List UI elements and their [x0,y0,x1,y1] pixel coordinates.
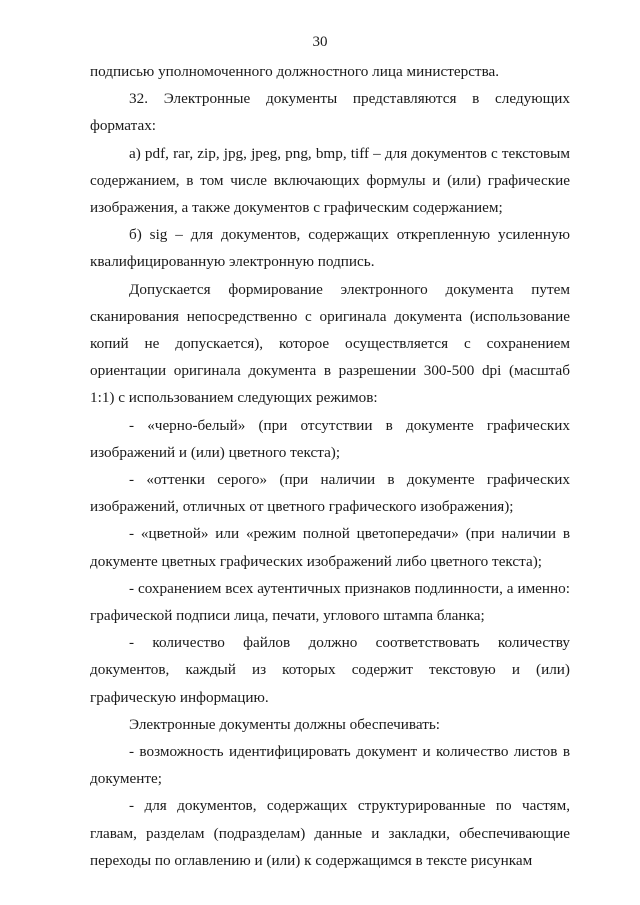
paragraph: Допускается формирование электронного документа путем сканирования непосредственно с оригинала документа (использование копий не допускается), которое осуществляется с сохранением ориентации оригинала документа в разрешении 300-500 dpi (масштаб 1:1) с использованием следующих режимов: [90,280,570,407]
paragraph: а) pdf, rar, zip, jpg, jpeg, png, bmp, tiff – для документов с текстовым содержанием, в том числе включающих формулы и (или) графические изображения, а также документов с графическим содержанием; [90,144,570,217]
paragraph: б) sig – для документов, содержащих открепленную усиленную квалифицированную электронную подпись. [90,226,570,271]
paragraph: 32. Электронные документы представляются в следующих форматах: [90,90,570,135]
paragraph: Электронные документы должны обеспечивать: [129,715,440,733]
list-item: - возможность идентифицировать документ и количество листов в документе; [90,743,570,788]
list-item: - «оттенки серого» (при наличии в документе графических изображений, отличных от цветного графического изображения); [90,471,570,516]
paragraph: подписью уполномоченного должностного лица министерства. [90,63,500,80]
list-item: - для документов, содержащих структурированные по частям, главам, разделам (подразделам) данные и закладки, обеспечивающие переходы по оглавлению и (или) к содержащимся в тексте рисункам [90,797,570,869]
list-item: - «цветной» или «режим полной цветопередачи» (при наличии в документе цветных графических изображений либо цветного текста); [90,525,570,570]
page-number: 30 [312,34,328,50]
list-item: - сохранением всех аутентичных признаков подлинности, а именно: графической подписи лица, печати, углового штампа бланка; [90,579,570,625]
list-item: - количество файлов должно соответствовать количеству документов, каждый из которых содержит текстовую и (или) графическую информацию. [90,634,570,706]
document-body [90,58,570,874]
list-item: - «черно-белый» (при отсутствии в документе графических изображений и (или) цветного текста); [90,416,570,461]
